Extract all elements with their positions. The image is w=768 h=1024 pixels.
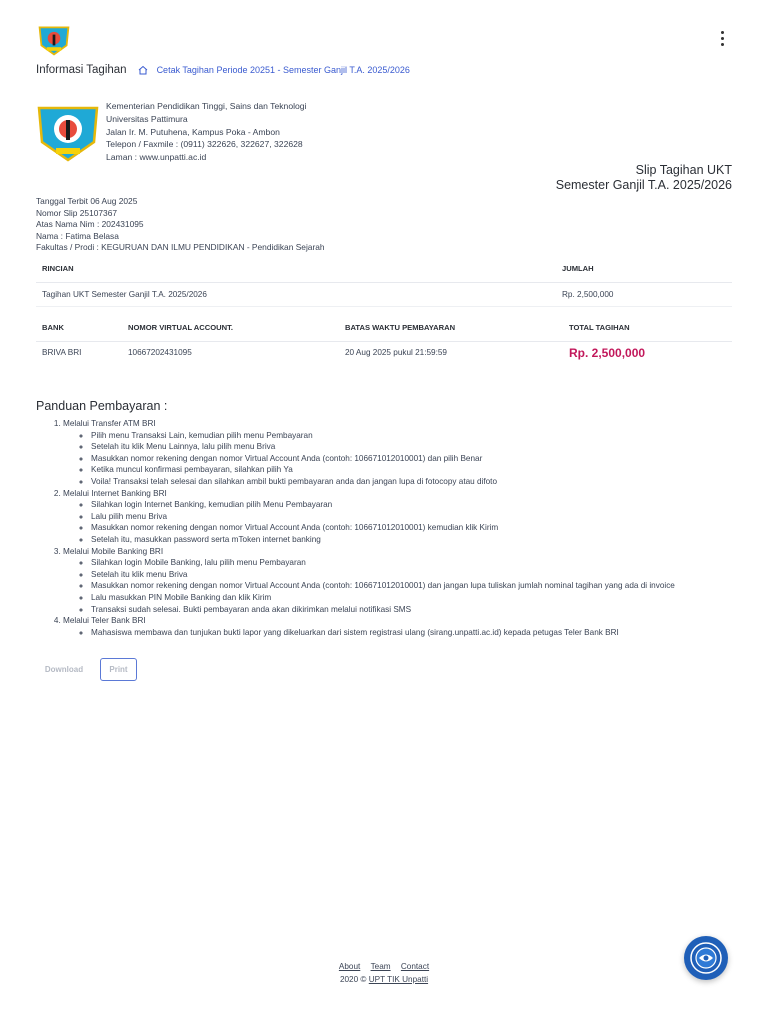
- column-header: RINCIAN: [36, 256, 556, 282]
- issue-date: Tanggal Terbit 06 Aug 2025: [36, 196, 138, 206]
- guide-step: ◦ Ketika muncul konfirmasi pembayaran, silahkan pilih Ya: [91, 464, 736, 476]
- ministry-name: Kementerian Pendidikan Tinggi, Sains dan Teknologi: [106, 101, 307, 111]
- university-seal-logo: [36, 104, 100, 162]
- action-buttons: [36, 658, 137, 681]
- footer: [0, 962, 768, 984]
- column-header: BATAS WAKTU PEMBAYARAN: [339, 315, 563, 341]
- table-row: [36, 282, 732, 306]
- guide-section-title: Melalui Teler Bank BRI: [63, 616, 146, 626]
- home-icon[interactable]: [137, 64, 149, 76]
- student-nim: Atas Nama Nim : 202431095: [36, 219, 144, 230]
- guide-step: ◦ Mahasiswa membawa dan tunjukan bukti lapor yang dikeluarkan dari sistem registrasi ulang (sirang.unpatti.ac.id) kepada petugas Teler Bank BRI: [91, 627, 736, 639]
- page-title: Informasi Tagihan: [36, 64, 127, 76]
- breadcrumb: [36, 64, 410, 76]
- guide-section: [63, 488, 736, 546]
- guide-step: ◦ Masukkan nomor rekening dengan nomor Virtual Account Anda (contoh: 106671012010001) kemudian klik Kirim: [91, 522, 736, 534]
- table-header-row: [36, 256, 732, 282]
- footer-link-about[interactable]: About: [338, 962, 361, 971]
- payment-guide: [36, 418, 736, 638]
- guide-step: ◦ Setelah itu klik Menu Lainnya, lalu pilih menu Briva: [91, 441, 736, 453]
- student-name: Nama : Fatima Belasa: [36, 230, 119, 241]
- payment-guide-title: Panduan Pembayaran :: [36, 399, 168, 413]
- slip-number: Nomor Slip 25107367: [36, 207, 118, 218]
- total-amount: Rp. 2,500,000: [569, 345, 646, 360]
- billing-meta: [36, 196, 325, 254]
- university-name: Universitas Pattimura: [106, 113, 188, 124]
- guide-section: [63, 615, 736, 638]
- guide-step: ◦ Masukkan nomor rekening dengan nomor Virtual Account Anda (contoh: 106671012010001) dan pilih Benar: [91, 453, 736, 465]
- download-button[interactable]: Download: [36, 658, 92, 681]
- university-phone: Telepon / Faxmile : (0911) 322626, 322627, 322628: [106, 139, 303, 150]
- column-header: JUMLAH: [556, 256, 732, 282]
- column-header: BANK: [36, 315, 122, 341]
- slip-heading: [556, 163, 732, 193]
- charges-table: [36, 256, 732, 307]
- print-button[interactable]: Print: [100, 658, 137, 681]
- unpatti-logo: [36, 22, 72, 58]
- guide-step: ◦ Silahkan login Internet Banking, kemudian pilih Menu Pembayaran: [91, 499, 736, 511]
- guide-section: [63, 418, 736, 488]
- footer-link-team[interactable]: Team: [370, 962, 391, 971]
- more-options-icon[interactable]: [712, 28, 732, 48]
- institution-info: [106, 100, 307, 164]
- footer-link-contact[interactable]: Contact: [400, 962, 430, 971]
- university-address: Jalan Ir. M. Putuhena, Kampus Poka - Ambon: [106, 126, 280, 137]
- guide-step: ◦ Masukkan nomor rekening dengan nomor Virtual Account Anda (contoh: 106671012010001) dan jangan lupa tuliskan jumlah nominal tagihan yang ada di invoice: [91, 580, 736, 592]
- guide-section-title: Melalui Transfer ATM BRI: [63, 419, 156, 428]
- table-header-row: [36, 315, 732, 341]
- guide-step: ◦ Setelah itu, masukkan password serta mToken internet banking: [91, 534, 736, 546]
- guide-step: ◦ Transaksi sudah selesai. Bukti pembayaran anda akan dikirimkan melalui notifikasi SMS: [91, 604, 736, 616]
- payment-deadline: 20 Aug 2025 pukul 21:59:59: [345, 347, 447, 357]
- guide-step: ◦ Lalu masukkan PIN Mobile Banking dan klik Kirim: [91, 592, 736, 604]
- column-header: NOMOR VIRTUAL ACCOUNT.: [122, 315, 339, 341]
- guide-step: ◦ Setelah itu klik menu Briva: [91, 569, 736, 581]
- payment-table: [36, 315, 732, 371]
- footer-link-upt-tik[interactable]: UPT TIK Unpatti: [368, 975, 429, 984]
- breadcrumb-link-cetak-tagihan[interactable]: Cetak Tagihan Periode 20251 - Semester Ganjil T.A. 2025/2026: [156, 65, 410, 75]
- table-row: [36, 341, 732, 371]
- slip-semester: Semester Ganjil T.A. 2025/2026: [555, 178, 732, 192]
- slip-title: Slip Tagihan UKT: [635, 163, 732, 177]
- guide-section-title: Melalui Mobile Banking BRI: [63, 546, 164, 556]
- guide-step: ◦ Silahkan login Mobile Banking, lalu pilih menu Pembayaran: [91, 557, 736, 569]
- bank-name: BRIVA BRI: [42, 347, 82, 357]
- faculty-program: Fakultas / Prodi : KEGURUAN DAN ILMU PENDIDIKAN - Pendidikan Sejarah: [36, 242, 325, 253]
- university-website: Laman : www.unpatti.ac.id: [106, 152, 207, 163]
- guide-step: ◦ Pilih menu Transaksi Lain, kemudian pilih menu Pembayaran: [91, 430, 736, 442]
- guide-section-title: Melalui Internet Banking BRI: [63, 488, 167, 498]
- guide-step: ◦ Lalu pilih menu Briva: [91, 511, 736, 523]
- guide-section: [63, 546, 736, 616]
- charge-description: Tagihan UKT Semester Ganjil T.A. 2025/2026: [36, 282, 556, 306]
- copyright-text: 2020 ©: [339, 975, 367, 984]
- virtual-account-number: 10667202431095: [128, 347, 192, 357]
- column-header: TOTAL TAGIHAN: [563, 315, 732, 341]
- guide-step: ◦ Voila! Transaksi telah selesai dan silahkan ambil bukti pembayaran anda dan jangan lupa di fotocopy atau difoto: [91, 476, 736, 488]
- charge-amount: Rp. 2,500,000: [556, 282, 732, 306]
